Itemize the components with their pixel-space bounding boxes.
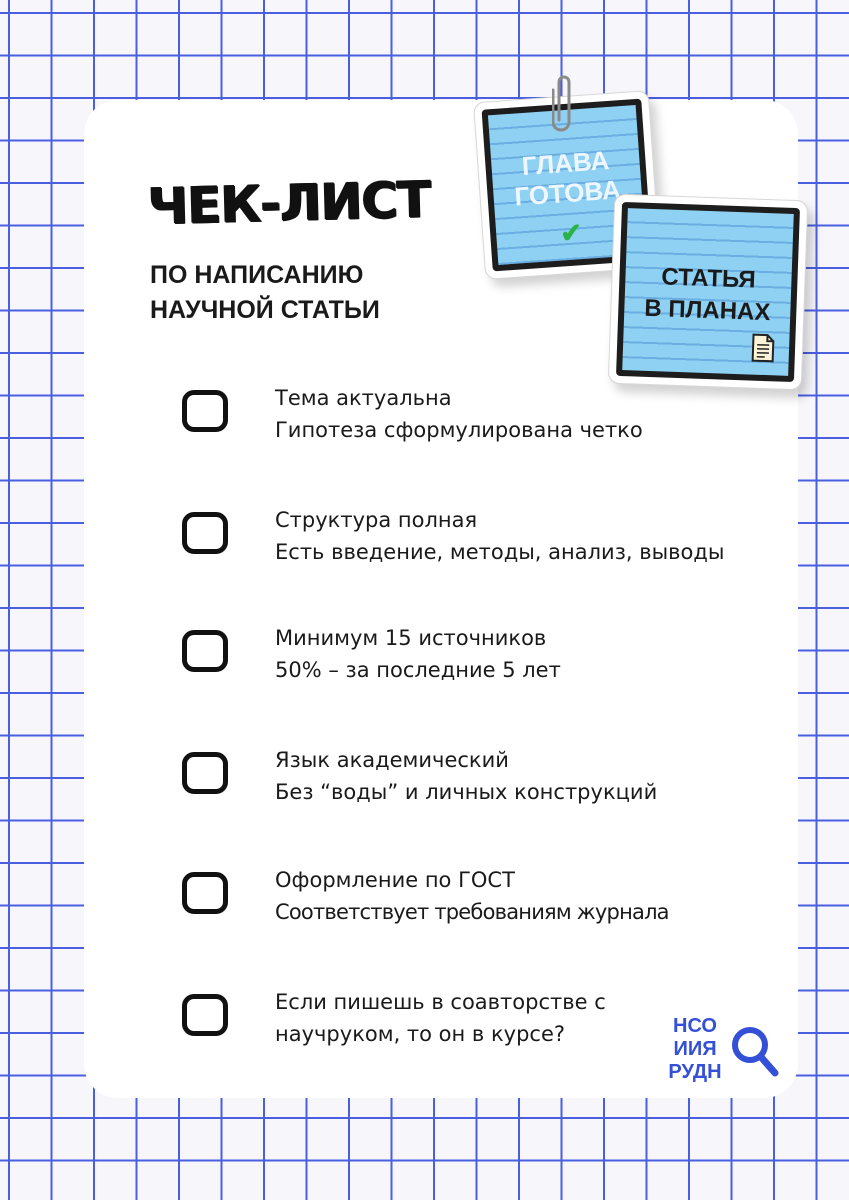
checkbox[interactable]	[182, 994, 228, 1036]
magnifier-icon	[730, 1023, 780, 1079]
document-icon	[751, 333, 776, 364]
paperclip-icon	[552, 70, 574, 132]
checklist-item-text	[275, 504, 775, 568]
checklist-item[interactable]	[180, 622, 780, 702]
checkbox[interactable]	[182, 390, 228, 432]
checklist-item-detail: 50% – за последние 5 лет	[275, 658, 561, 682]
sticky-note-article-planned	[616, 202, 800, 382]
checklist-item-title: Структура полная	[275, 508, 478, 532]
sticky-note-2-line-1: СТАТЬЯ	[660, 263, 757, 294]
logo-line-2: ИИЯ	[673, 1038, 717, 1060]
checkmark-icon: ✔	[559, 217, 584, 249]
checkbox[interactable]	[182, 752, 228, 794]
subtitle-line-2: НАУЧНОЙ СТАТЬИ	[150, 296, 380, 324]
checklist-item[interactable]	[180, 744, 780, 824]
sticky-note-1-text	[491, 143, 643, 213]
checklist-item-detail: Без “воды” и личных конструкций	[275, 780, 658, 804]
checklist-item-detail: научруком, то он в курсе?	[275, 1022, 566, 1046]
checklist-item-text	[275, 744, 775, 808]
page-subtitle	[150, 258, 380, 328]
checklist-item-title: Язык академический	[275, 748, 509, 772]
checkbox[interactable]	[182, 872, 228, 914]
checklist-item[interactable]	[180, 382, 780, 462]
checklist-item-detail: Соответствует требованиям журнала	[275, 900, 669, 924]
checklist-item-text	[275, 864, 775, 928]
checklist-item-detail: Есть введение, методы, анализ, выводы	[275, 540, 725, 564]
logo-text	[664, 1015, 726, 1084]
checklist-item-text	[275, 382, 775, 446]
sticky-note-2-line-2: В ПЛАНАХ	[643, 294, 771, 327]
page-title: ЧЕК-ЛИСТ	[147, 170, 432, 236]
checklist-item-title: Минимум 15 источников	[275, 626, 547, 650]
checklist-item[interactable]	[180, 864, 780, 944]
sticky-note-1-line-2: ГОТОВА	[513, 174, 622, 212]
checklist-item-title: Оформление по ГОСТ	[275, 868, 515, 892]
checkbox[interactable]	[182, 512, 228, 554]
logo-line-3: РУДН	[668, 1061, 722, 1083]
organization-logo	[664, 1015, 784, 1085]
subtitle-line-1: ПО НАПИСАНИЮ	[150, 261, 364, 289]
sticky-note-2-text	[624, 260, 792, 330]
sticky-note-1-line-1: ГЛАВА	[520, 145, 611, 182]
checklist-item-detail: Гипотеза сформулирована четко	[275, 418, 643, 442]
logo-line-1: НСО	[673, 1015, 717, 1037]
checklist-item-title: Тема актуальна	[275, 386, 452, 410]
checklist-item-text	[275, 622, 775, 686]
checklist-item[interactable]	[180, 504, 780, 584]
checkbox[interactable]	[182, 630, 228, 672]
checklist-item-title: Если пишешь в соавторстве с	[275, 990, 606, 1014]
